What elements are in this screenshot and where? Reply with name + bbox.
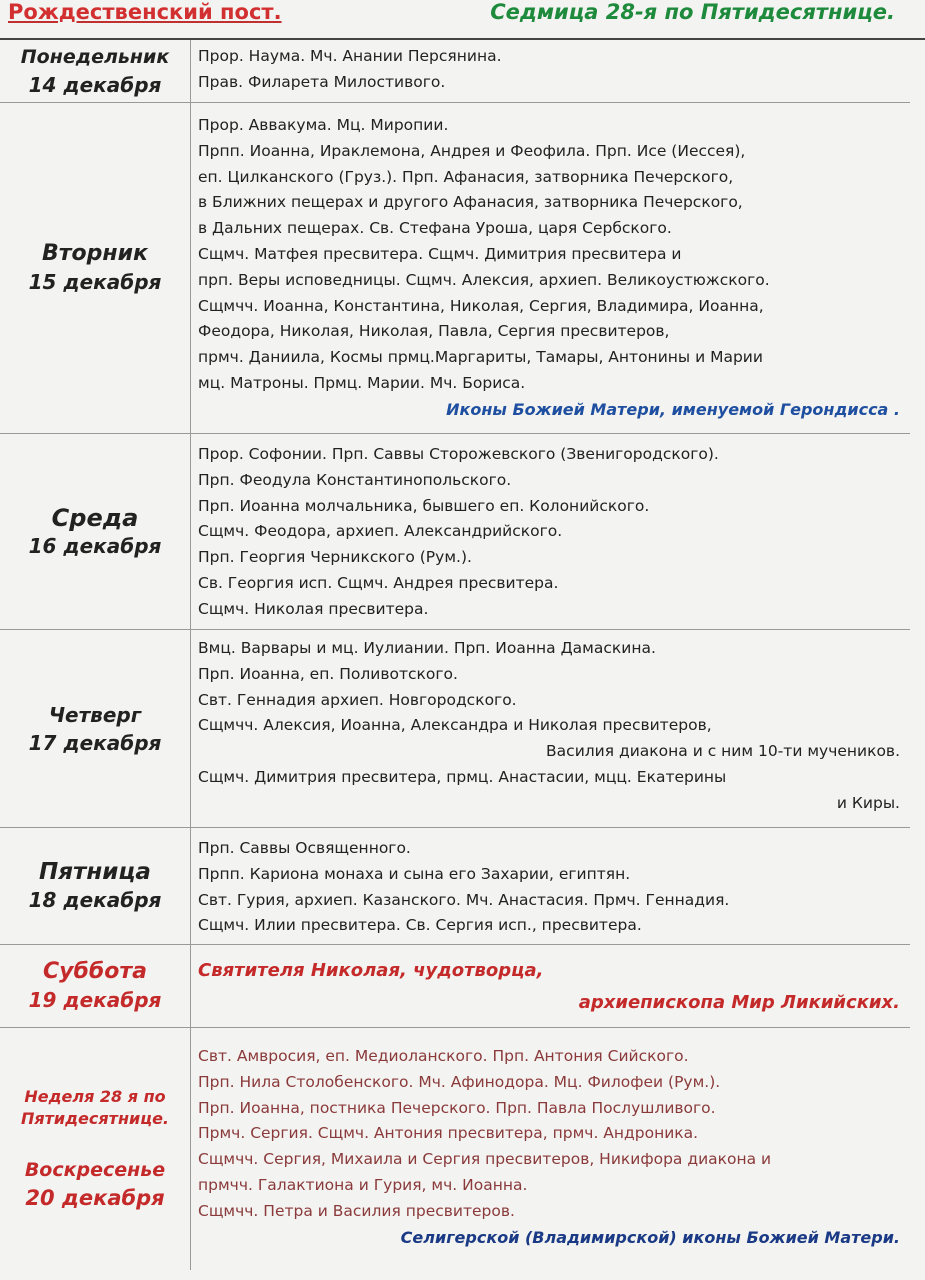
commemoration-line: Свт. Амвросия, еп. Медиоланского. Прп. Антония Сийского. xyxy=(198,1047,689,1065)
day-name: Вторник xyxy=(42,241,148,266)
commemoration-line: в Ближних пещерах и другого Афанасия, затворника Печерского, xyxy=(198,193,743,212)
day-name: Среда xyxy=(51,503,139,532)
commemoration-line: Сщмчч. Петра и Василия пресвитеров. xyxy=(198,1201,515,1220)
icon-feast: Иконы Божией Матери, именуемой Герондисса . xyxy=(446,399,900,419)
icon-feast: Селигерской (Владимирской) иконы Божией Матери. xyxy=(400,1227,900,1247)
day-label xyxy=(0,630,191,827)
day-row-sunday xyxy=(0,1028,910,1270)
commemoration-line: Прор. Софонии. Прп. Саввы Сторожевского (Звенигородского). xyxy=(198,445,719,463)
day-commemorations xyxy=(198,955,900,1019)
day-row-tuesday xyxy=(0,103,910,434)
day-row-friday xyxy=(0,828,910,945)
commemoration-line: Св. Георгия исп. Сщмч. Андрея пресвитера. xyxy=(198,573,559,592)
commemoration-line: Прп. Иоанна, постника Печерского. Прп. Павла Послушливого. xyxy=(198,1098,716,1117)
day-date: 17 декабря xyxy=(28,730,162,755)
commemoration-line: Свт. Геннадия архиеп. Новгородского. xyxy=(198,690,517,709)
commemoration-line: Прп. Иоанна, еп. Поливотского. xyxy=(198,664,458,683)
day-commemorations xyxy=(198,442,900,623)
day-name: Суббота xyxy=(43,959,147,984)
commemoration-line: Сщмчч. Алексия, Иоанна, Александра и Николая пресвитеров, xyxy=(198,716,712,735)
commemoration-line: Василия диакона и с ним 10-ти мучеников. xyxy=(546,742,900,761)
commemoration-line: Сщмч. Матфея пресвитера. Сщмч. Димитрия пресвитера и xyxy=(198,244,682,263)
commemoration-line: Вмц. Варвары и мц. Иулиании. Прп. Иоанна Дамаскина. xyxy=(198,639,656,657)
day-date: 18 декабря xyxy=(28,888,162,912)
commemoration-line: мц. Матроны. Прмц. Марии. Мч. Бориса. xyxy=(198,373,526,392)
day-date: 19 декабря xyxy=(28,988,162,1012)
commemoration-line: Прпп. Кариона монаха и сына его Захарии, египтян. xyxy=(198,864,631,883)
week-title: Седмица 28-я по Пятидесятнице. xyxy=(490,0,895,24)
day-commemorations xyxy=(198,113,900,423)
commemoration-line: Прор. Аввакума. Мц. Миропии. xyxy=(198,116,449,134)
day-label xyxy=(0,434,191,629)
day-label xyxy=(0,945,191,1027)
day-row-wednesday xyxy=(0,434,910,630)
day-name: Воскресенье xyxy=(24,1159,166,1181)
commemoration-line: Феодора, Николая, Николая, Павла, Сергия пресвитеров, xyxy=(198,322,670,341)
commemoration-line: Сщмчч. Иоанна, Константина, Николая, Сергия, Владимира, Иоанна, xyxy=(198,296,764,315)
day-commemorations xyxy=(198,1044,900,1250)
week-sunday-name: Неделя 28 я по Пятидесятнице. xyxy=(20,1087,169,1128)
feast-line: Святителя Николая, чудотворца, xyxy=(198,960,544,981)
day-commemorations xyxy=(198,44,900,96)
day-row-monday xyxy=(0,40,910,103)
commemoration-line: Прпп. Иоанна, Ираклемона, Андрея и Феофила. Прп. Исе (Иессея), xyxy=(198,141,746,160)
commemoration-line: Прп. Феодула Константинопольского. xyxy=(198,470,512,489)
commemoration-line: Прп. Саввы Освященного. xyxy=(198,839,411,857)
day-label xyxy=(0,103,191,433)
day-name: Четверг xyxy=(48,702,142,727)
commemoration-line: Сщмчч. Сергия, Михаила и Сергия пресвитеров, Никифора диакона и xyxy=(198,1150,772,1169)
commemoration-line: Сщмч. Феодора, архиеп. Александрийского. xyxy=(198,522,563,541)
commemoration-line: Свт. Гурия, архиеп. Казанского. Мч. Анастасия. Прмч. Геннадия. xyxy=(198,890,730,909)
day-commemorations xyxy=(198,636,900,817)
day-row-thursday xyxy=(0,630,910,828)
day-commemorations xyxy=(198,836,900,939)
fast-title: Рождественский пост. xyxy=(8,0,282,24)
commemoration-line: Прп. Иоанна молчальника, бывшего еп. Колонийского. xyxy=(198,496,650,515)
day-label xyxy=(0,40,191,102)
commemoration-line: и Киры. xyxy=(836,793,900,812)
day-label xyxy=(0,1028,191,1270)
day-date: 14 декабря xyxy=(28,73,162,97)
commemoration-line: Сщмч. Димитрия пресвитера, прмц. Анастасии, мцц. Екатерины xyxy=(198,767,727,786)
commemoration-line: Сщмч. Николая пресвитера. xyxy=(198,599,429,618)
day-name: Пятница xyxy=(39,859,151,885)
commemoration-line: Прп. Нила Столобенского. Мч. Афинодора. Мц. Филофеи (Рум.). xyxy=(198,1072,721,1091)
commemoration-line: Прор. Наума. Мч. Анании Персянина. xyxy=(198,47,502,65)
commemoration-line: еп. Цилканского (Груз.). Прп. Афанасия, затворника Печерского, xyxy=(198,167,734,186)
commemoration-line: прмч. Даниила, Космы прмц.Маргариты, Тамары, Антонины и Марии xyxy=(198,348,763,367)
feast-line: архиепископа Мир Ликийских. xyxy=(578,992,900,1013)
commemoration-line: Прп. Георгия Черникского (Рум.). xyxy=(198,548,472,567)
header xyxy=(0,0,925,40)
day-name: Понедельник xyxy=(20,46,170,68)
day-row-saturday xyxy=(0,945,910,1028)
commemoration-line: в Дальних пещерах. Св. Стефана Уроша, царя Сербского. xyxy=(198,219,672,238)
day-label xyxy=(0,828,191,944)
commemoration-line: Прмч. Сергия. Сщмч. Антония пресвитера, прмч. Андроника. xyxy=(198,1124,699,1143)
day-date: 15 декабря xyxy=(28,270,162,294)
commemoration-line: Сщмч. Илии пресвитера. Св. Сергия исп., пресвитера. xyxy=(198,916,642,935)
day-date: 16 декабря xyxy=(28,533,162,558)
commemoration-line: Прав. Филарета Милостивого. xyxy=(198,72,446,91)
commemoration-line: прп. Веры исповедницы. Сщмч. Алексия, архиеп. Великоустюжского. xyxy=(198,270,770,289)
day-date: 20 декабря xyxy=(25,1186,165,1210)
commemoration-line: прмчч. Галактиона и Гурия, мч. Иоанна. xyxy=(198,1175,528,1194)
